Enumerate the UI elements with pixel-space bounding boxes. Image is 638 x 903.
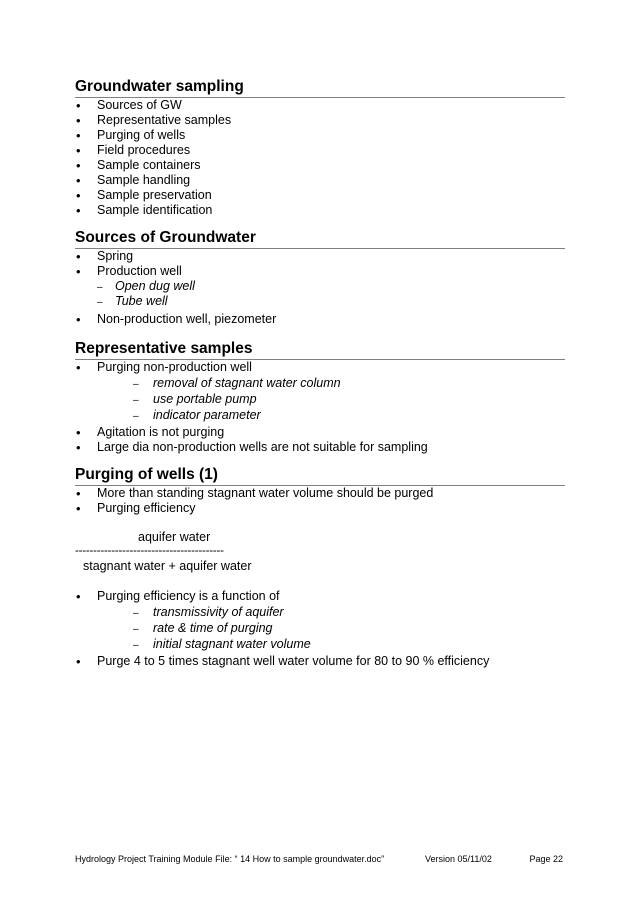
list-item: • Purge 4 to 5 times stagnant well water volume for 80 to 90 % efficiency xyxy=(75,654,565,669)
sub-item-label: indicator parameter xyxy=(153,408,261,422)
list-item: • Large dia non-production wells are not suitable for sampling xyxy=(75,440,565,455)
section-heading: Sources of Groundwater xyxy=(75,229,565,249)
sub-item-label: rate & time of purging xyxy=(153,621,273,635)
dash-icon: – xyxy=(133,411,139,422)
sub-item xyxy=(75,376,565,391)
sub-item xyxy=(75,279,565,294)
list-item: • Non-production well, piezometer xyxy=(75,312,565,327)
sub-item xyxy=(75,637,565,652)
bullet-list xyxy=(75,249,565,279)
bullet-list xyxy=(75,312,565,327)
section-purging-of-wells xyxy=(75,466,565,516)
sub-item-label: removal of stagnant water column xyxy=(153,376,341,390)
bullet-list xyxy=(75,486,565,516)
section-heading: Representative samples xyxy=(75,340,565,360)
sub-item-label: use portable pump xyxy=(153,392,257,406)
list-item: • Field procedures xyxy=(75,143,565,158)
sub-item-label: transmissivity of aquifer xyxy=(153,605,284,619)
list-item: • Production well xyxy=(75,264,565,279)
list-item: • More than standing stagnant water volume should be purged xyxy=(75,486,565,501)
dash-icon: – xyxy=(133,379,139,390)
bullet-list xyxy=(75,360,565,375)
list-item: • Purging non-production well xyxy=(75,360,565,375)
section-purging-efficiency xyxy=(75,589,565,669)
footer-version: Version 05/11/02 xyxy=(425,854,492,864)
sub-item xyxy=(75,605,565,620)
list-item: • Purging efficiency is a function of xyxy=(75,589,565,604)
dash-icon: – xyxy=(133,608,139,619)
bullet-list xyxy=(75,589,565,604)
section-sources-of-groundwater xyxy=(75,229,565,327)
list-item: • Sample identification xyxy=(75,203,565,218)
list-item: • Agitation is not purging xyxy=(75,425,565,440)
dash-icon: – xyxy=(97,297,103,308)
sub-item xyxy=(75,392,565,407)
sub-item xyxy=(75,621,565,636)
dash-icon: – xyxy=(133,395,139,406)
formula-denominator: stagnant water + aquifer water xyxy=(83,559,252,573)
list-item: • Sample handling xyxy=(75,173,565,188)
footer-file-info: Hydrology Project Training Module File: “ 14 How to sample groundwater.doc” xyxy=(75,854,385,864)
list-item: • Sources of GW xyxy=(75,98,565,113)
bullet-list xyxy=(75,654,565,669)
dash-icon: – xyxy=(133,640,139,651)
section-representative-samples xyxy=(75,340,565,455)
dash-icon: – xyxy=(97,282,103,293)
formula-divider: ----------------------------------------- xyxy=(75,545,224,557)
list-item: • Purging efficiency xyxy=(75,501,565,516)
list-item: • Purging of wells xyxy=(75,128,565,143)
bullet-list xyxy=(75,98,565,218)
footer-page-number: Page 22 xyxy=(529,854,563,864)
sub-item-label: initial stagnant water volume xyxy=(153,637,311,651)
section-heading: Groundwater sampling xyxy=(75,78,565,98)
list-item: • Representative samples xyxy=(75,113,565,128)
section-groundwater-sampling xyxy=(75,78,565,218)
list-item: • Sample preservation xyxy=(75,188,565,203)
sub-item xyxy=(75,408,565,423)
list-item: • Spring xyxy=(75,249,565,264)
list-item: • Sample containers xyxy=(75,158,565,173)
dash-icon: – xyxy=(133,624,139,635)
page-footer xyxy=(75,853,565,867)
formula-numerator: aquifer water xyxy=(138,530,211,544)
bullet-list xyxy=(75,425,565,455)
sub-item-label: Open dug well xyxy=(115,279,195,293)
section-heading: Purging of wells (1) xyxy=(75,466,565,486)
sub-item-label: Tube well xyxy=(115,294,168,308)
sub-item xyxy=(75,294,565,309)
